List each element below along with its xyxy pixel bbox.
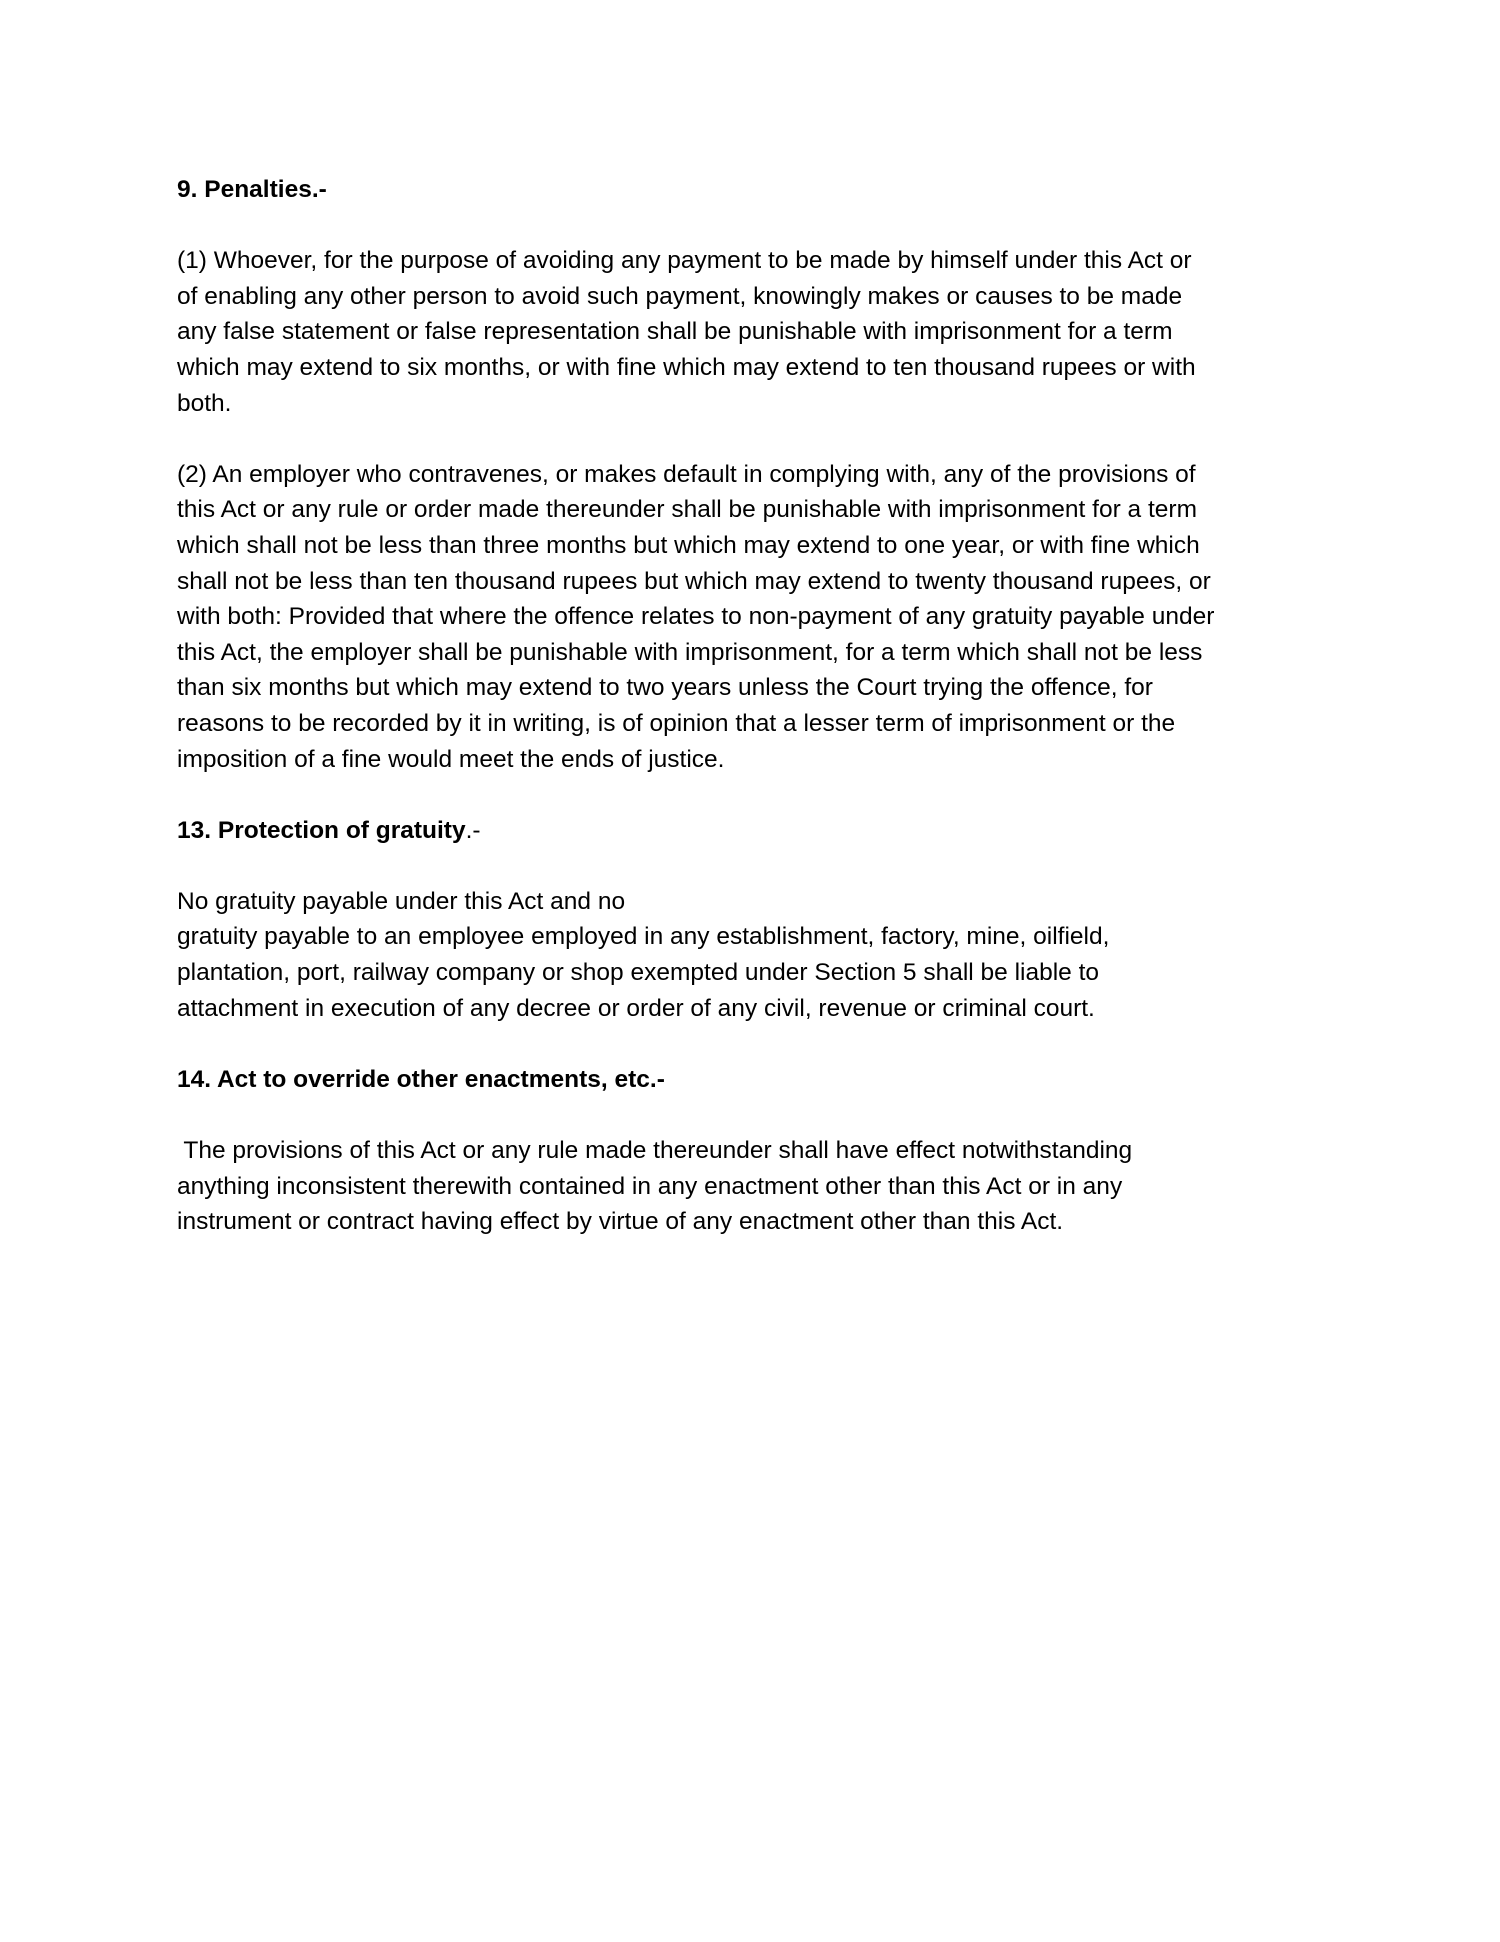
text-line: gratuity payable to an employee employed in any establishment, factory, mine, oilfield, — [177, 923, 1110, 951]
section-13-heading-tail: .- — [465, 816, 481, 844]
text-line: this Act, the employer shall be punishable with imprisonment, for a term which shall not be less — [177, 638, 1203, 666]
section-13-heading — [177, 813, 1337, 849]
text-line: any false statement or false representation shall be punishable with imprisonment for a term — [177, 318, 1173, 346]
text-line: instrument or contract having effect by virtue of any enactment other than this Act. — [177, 1208, 1064, 1236]
text-line: both. — [177, 389, 232, 417]
text-line: anything inconsistent therewith contained in any enactment other than this Act or in any — [177, 1172, 1123, 1200]
section-9-heading-text: 9. Penalties.- — [177, 176, 327, 203]
text-line: (2) An employer who contravenes, or makes default in complying with, any of the provisions of — [177, 460, 1196, 488]
text-line: plantation, port, railway company or shop exempted under Section 5 shall be liable to — [177, 959, 1100, 987]
text-line: No gratuity payable under this Act and no — [177, 887, 626, 915]
text-line: with both: Provided that where the offence relates to non-payment of any gratuity payable under — [177, 603, 1215, 631]
text-line: of enabling any other person to avoid such payment, knowingly makes or causes to be made — [177, 282, 1183, 310]
text-line: shall not be less than ten thousand rupees but which may extend to twenty thousand rupees, or — [177, 567, 1211, 595]
text-line: which may extend to six months, or with fine which may extend to ten thousand rupees or with — [177, 353, 1196, 381]
text-line: The provisions of this Act or any rule made thereunder shall have effect notwithstanding — [177, 1137, 1133, 1165]
text-line: attachment in execution of any decree or order of any civil, revenue or criminal court. — [177, 994, 1095, 1022]
text-line: (1) Whoever, for the purpose of avoiding any payment to be made by himself under this Act or — [177, 247, 1192, 275]
section-14-paragraph-1 — [177, 1133, 1337, 1240]
section-13-paragraph-1 — [177, 884, 1337, 1026]
section-9-heading — [177, 172, 1337, 208]
section-14-heading — [177, 1062, 1337, 1098]
document-body — [177, 172, 1337, 1275]
section-9-paragraph-2 — [177, 457, 1337, 777]
text-line: which shall not be less than three months but which may extend to one year, or with fine which — [177, 531, 1200, 559]
text-line: this Act or any rule or order made thereunder shall be punishable with imprisonment for a term — [177, 496, 1197, 524]
section-14-heading-text: 14. Act to override other enactments, etc.- — [177, 1065, 665, 1093]
section-13-heading-text: 13. Protection of gratuity — [177, 816, 466, 844]
section-9-paragraph-1 — [177, 243, 1337, 421]
text-line: imposition of a fine would meet the ends of justice. — [177, 745, 725, 773]
text-line: reasons to be recorded by it in writing, is of opinion that a lesser term of imprisonment or the — [177, 709, 1176, 737]
text-line: than six months but which may extend to two years unless the Court trying the offence, for — [177, 674, 1153, 702]
